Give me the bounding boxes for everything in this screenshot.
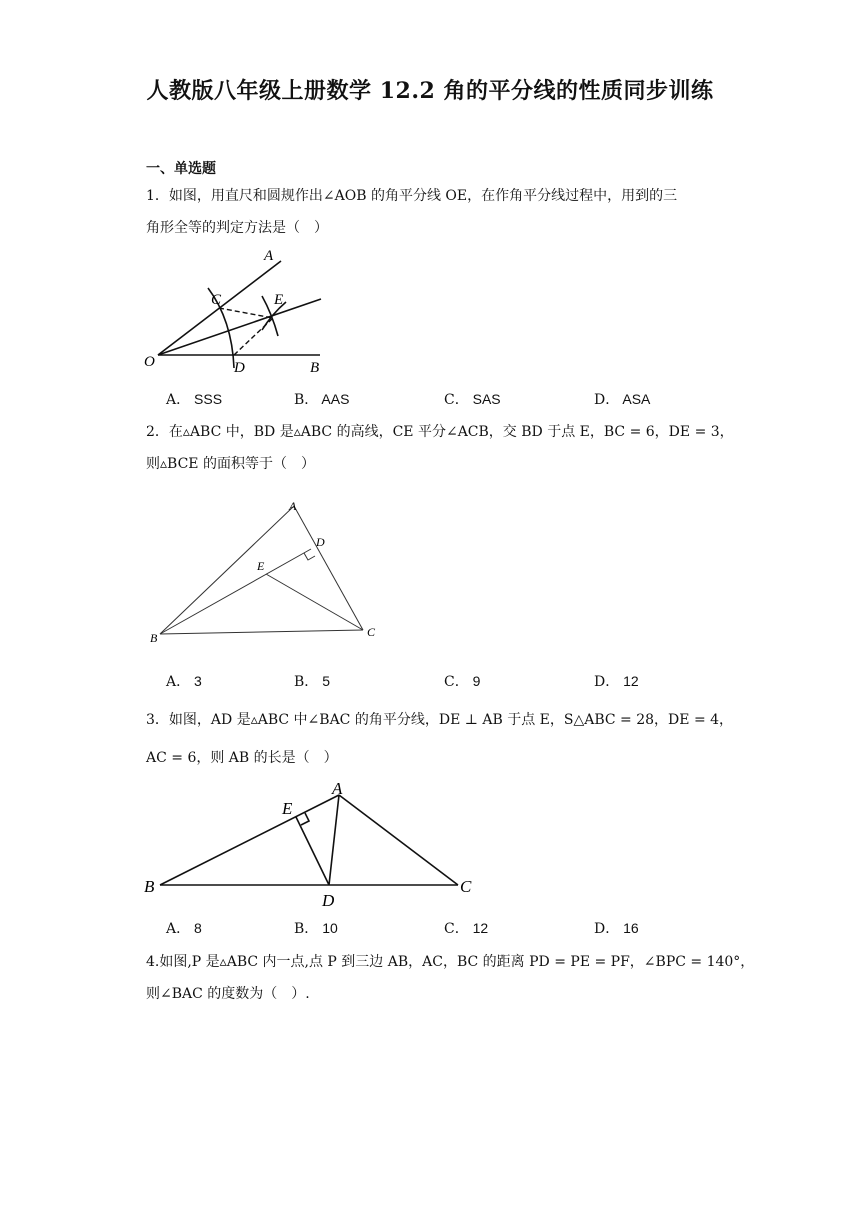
q3-number: 3． <box>146 712 169 728</box>
section-heading: 一、单选题 <box>146 161 216 177</box>
q2-option-a[interactable]: A． 3 <box>166 673 202 690</box>
q1-label-d: D <box>234 360 245 376</box>
q1-option-b[interactable]: B． AAS <box>294 391 350 408</box>
q2-label-c: C <box>367 625 376 639</box>
q3-label-d: D <box>322 891 335 910</box>
q3-label-b: B <box>144 877 155 896</box>
q2-label-b: B <box>150 631 158 645</box>
q3-option-c[interactable]: C． 12 <box>444 920 489 937</box>
q3-label-e: E <box>282 799 293 818</box>
q3-line-1 <box>146 710 733 730</box>
q3-label-a: A <box>332 779 343 798</box>
q2-label-e: E <box>257 559 265 573</box>
side-ac <box>339 795 458 885</box>
q3-label-c: C <box>460 877 472 896</box>
q3-option-b[interactable]: B． 10 <box>294 920 338 937</box>
side-ab <box>160 795 339 885</box>
q1-stem-line-1: 如图，用直尺和圆规作出∠AOB 的角平分线 OE，在作角平分线过程中，用到的三 <box>168 188 678 204</box>
q1-label-b: B <box>310 360 320 376</box>
q2-label-a: A <box>289 499 297 513</box>
q4-line-1 <box>146 952 754 972</box>
q1-option-a[interactable]: A． SSS <box>166 391 223 408</box>
q3-stem-line-2: AC = 6，则 AB 的长是（ ） <box>146 750 338 766</box>
q2-line-1 <box>146 422 734 442</box>
q1-number: 1． <box>146 188 169 204</box>
q3-figure <box>140 776 480 910</box>
side-ac <box>294 506 363 630</box>
q2-option-b[interactable]: B． 5 <box>294 673 330 690</box>
ray-oe <box>158 299 321 355</box>
q2-number: 2． <box>146 424 169 440</box>
q1-label-o: O <box>144 354 155 370</box>
q2-figure <box>144 496 384 648</box>
q4-stem-line-2: 则∠BAC 的度数为（ ）. <box>146 986 310 1002</box>
q2-stem-line-2: 则▵BCE 的面积等于（ ） <box>146 456 315 472</box>
q1-option-d[interactable]: D． ASA <box>594 391 651 408</box>
q1-option-c[interactable]: C． SAS <box>444 391 501 408</box>
q2-option-c[interactable]: C． 9 <box>444 673 481 690</box>
q1-figure <box>140 244 340 378</box>
q4-stem-line-1: 如图,P 是▵ABC 内一点,点 P 到三边 AB，AC，BC 的距离 PD = PE = PF，∠BPC = 140°， <box>159 954 755 970</box>
bisector-ce <box>266 574 363 630</box>
q1-label-a: A <box>264 248 274 264</box>
perpendicular-de <box>296 817 329 885</box>
dash-ce <box>219 308 273 318</box>
q3-option-a[interactable]: A． 8 <box>166 920 202 937</box>
q2-label-d: D <box>316 535 325 549</box>
q2-option-d[interactable]: D． 12 <box>594 673 639 690</box>
bisector-ad <box>329 795 339 885</box>
q1-line-1 <box>146 186 677 206</box>
q3-stem-line-1: 如图，AD 是▵ABC 中∠BAC 的角平分线，DE ⊥ AB 于点 E，S△ABC = 28，DE = 4， <box>168 712 734 728</box>
q1-stem-line-2: 角形全等的判定方法是（ ） <box>146 220 328 236</box>
q4-number: 4. <box>146 954 160 970</box>
q2-stem-line-1: 在▵ABC 中，BD 是▵ABC 的高线，CE 平分∠ACB，交 BD 于点 E，BC = 6，DE = 3， <box>168 424 734 440</box>
q1-label-e: E <box>274 292 284 308</box>
right-angle-mark <box>301 813 309 825</box>
side-bc <box>160 630 363 634</box>
right-angle-mark <box>304 553 315 560</box>
document-title: 人教版八年级上册数学 12.2 角的平分线的性质同步训练 <box>146 78 714 104</box>
q3-option-d[interactable]: D． 16 <box>594 920 639 937</box>
q1-label-c: C <box>211 292 222 308</box>
